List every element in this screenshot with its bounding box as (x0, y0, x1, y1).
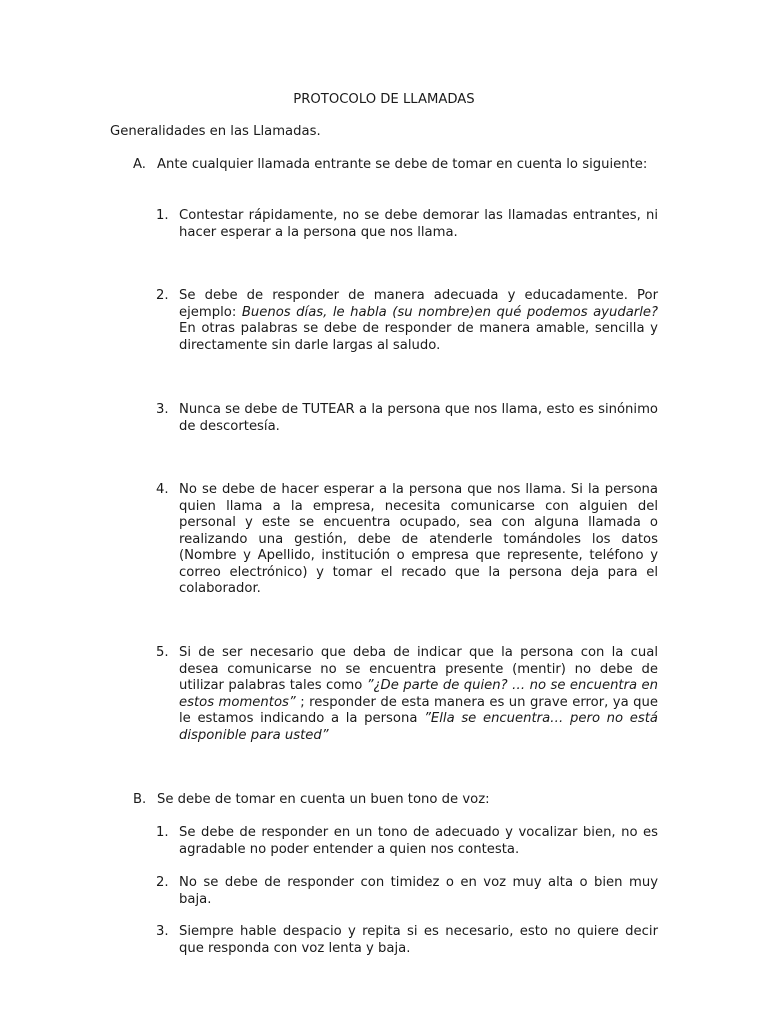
section-a (133, 157, 658, 174)
item-text: Nunca se debe de TUTEAR a la persona que nos llama, esto es sinónimo de descortesía. (179, 402, 658, 434)
item-number: 3. (156, 924, 169, 939)
item-text-part: ; responder de esta manera es un grave error, ya que le estamos indicando a la persona (179, 694, 658, 726)
item-text: Siempre hable despacio y repita si es necesario, esto no quiere decir que responda con voz lenta y baja. (179, 924, 658, 956)
item-number: 1. (156, 208, 169, 223)
item-text: No se debe de hacer esperar a la persona que nos llama. Si la persona quien llama a la empresa, necesita comunicarse con alguien del personal y este se encuentra ocupado, sea con alguna llamada o realizando una gestión, debe de atenderle tomándoles los datos (Nombre y Apellido, institución o empresa que represente, teléfono y correo electrónico) y tomar el recado que la persona deja para el colaborador. (179, 482, 658, 596)
list-item (156, 825, 658, 858)
section-text: Ante cualquier llamada entrante se debe de tomar en cuenta lo siguiente: (157, 157, 648, 172)
item-number: 4. (156, 482, 169, 497)
item-text: No se debe de responder con timidez o en voz muy alta o bien muy baja. (179, 875, 658, 907)
section-marker: A. (133, 157, 146, 172)
item-text-example: Buenos días, le habla (su nombre)en qué podemos ayudarle? (241, 304, 658, 320)
list-item (156, 875, 658, 908)
item-text (179, 288, 658, 354)
item-text (179, 645, 658, 744)
item-number: 1. (156, 825, 169, 840)
section-marker: B. (133, 792, 147, 807)
item-text-part: Si de ser necesario que deba de indicar que la persona con la cual desea comunicarse no se encuentra presente (mentir) no debe de utilizar palabras tales como (179, 645, 658, 693)
section-text: Se debe de tomar en cuenta un buen tono de voz: (157, 792, 490, 807)
document-title: PROTOCOLO DE LLAMADAS (293, 92, 475, 107)
list-item (156, 208, 658, 241)
item-number: 2. (156, 875, 169, 890)
item-text-quote: ”¿De parte de quien? … no se encuentra en estos momentos” (179, 678, 658, 710)
item-number: 2. (156, 288, 169, 303)
item-text-part: En otras palabras se debe de responder de manera amable, sencilla y directamente sin darle largas al saludo. (179, 321, 658, 353)
item-text: Contestar rápidamente, no se debe demorar las llamadas entrantes, ni hacer esperar a la persona que nos llama. (179, 208, 658, 240)
list-item (156, 924, 658, 957)
list-item (156, 402, 658, 435)
list-item (156, 645, 658, 744)
document-subtitle: Generalidades en las Llamadas. (110, 124, 321, 139)
item-number: 3. (156, 402, 169, 417)
item-text: Se debe de responder en un tono de adecuado y vocalizar bien, no es agradable no poder entender a quien nos contesta. (179, 825, 658, 857)
item-text-part: Se debe de responder de manera adecuada y educadamente. Por ejemplo: (179, 288, 658, 320)
item-text-quote: ”Ella se encuentra… pero no está disponible para usted” (179, 711, 658, 743)
list-item (156, 288, 658, 354)
list-item (156, 482, 658, 598)
section-b (133, 792, 658, 809)
item-number: 5. (156, 645, 169, 660)
